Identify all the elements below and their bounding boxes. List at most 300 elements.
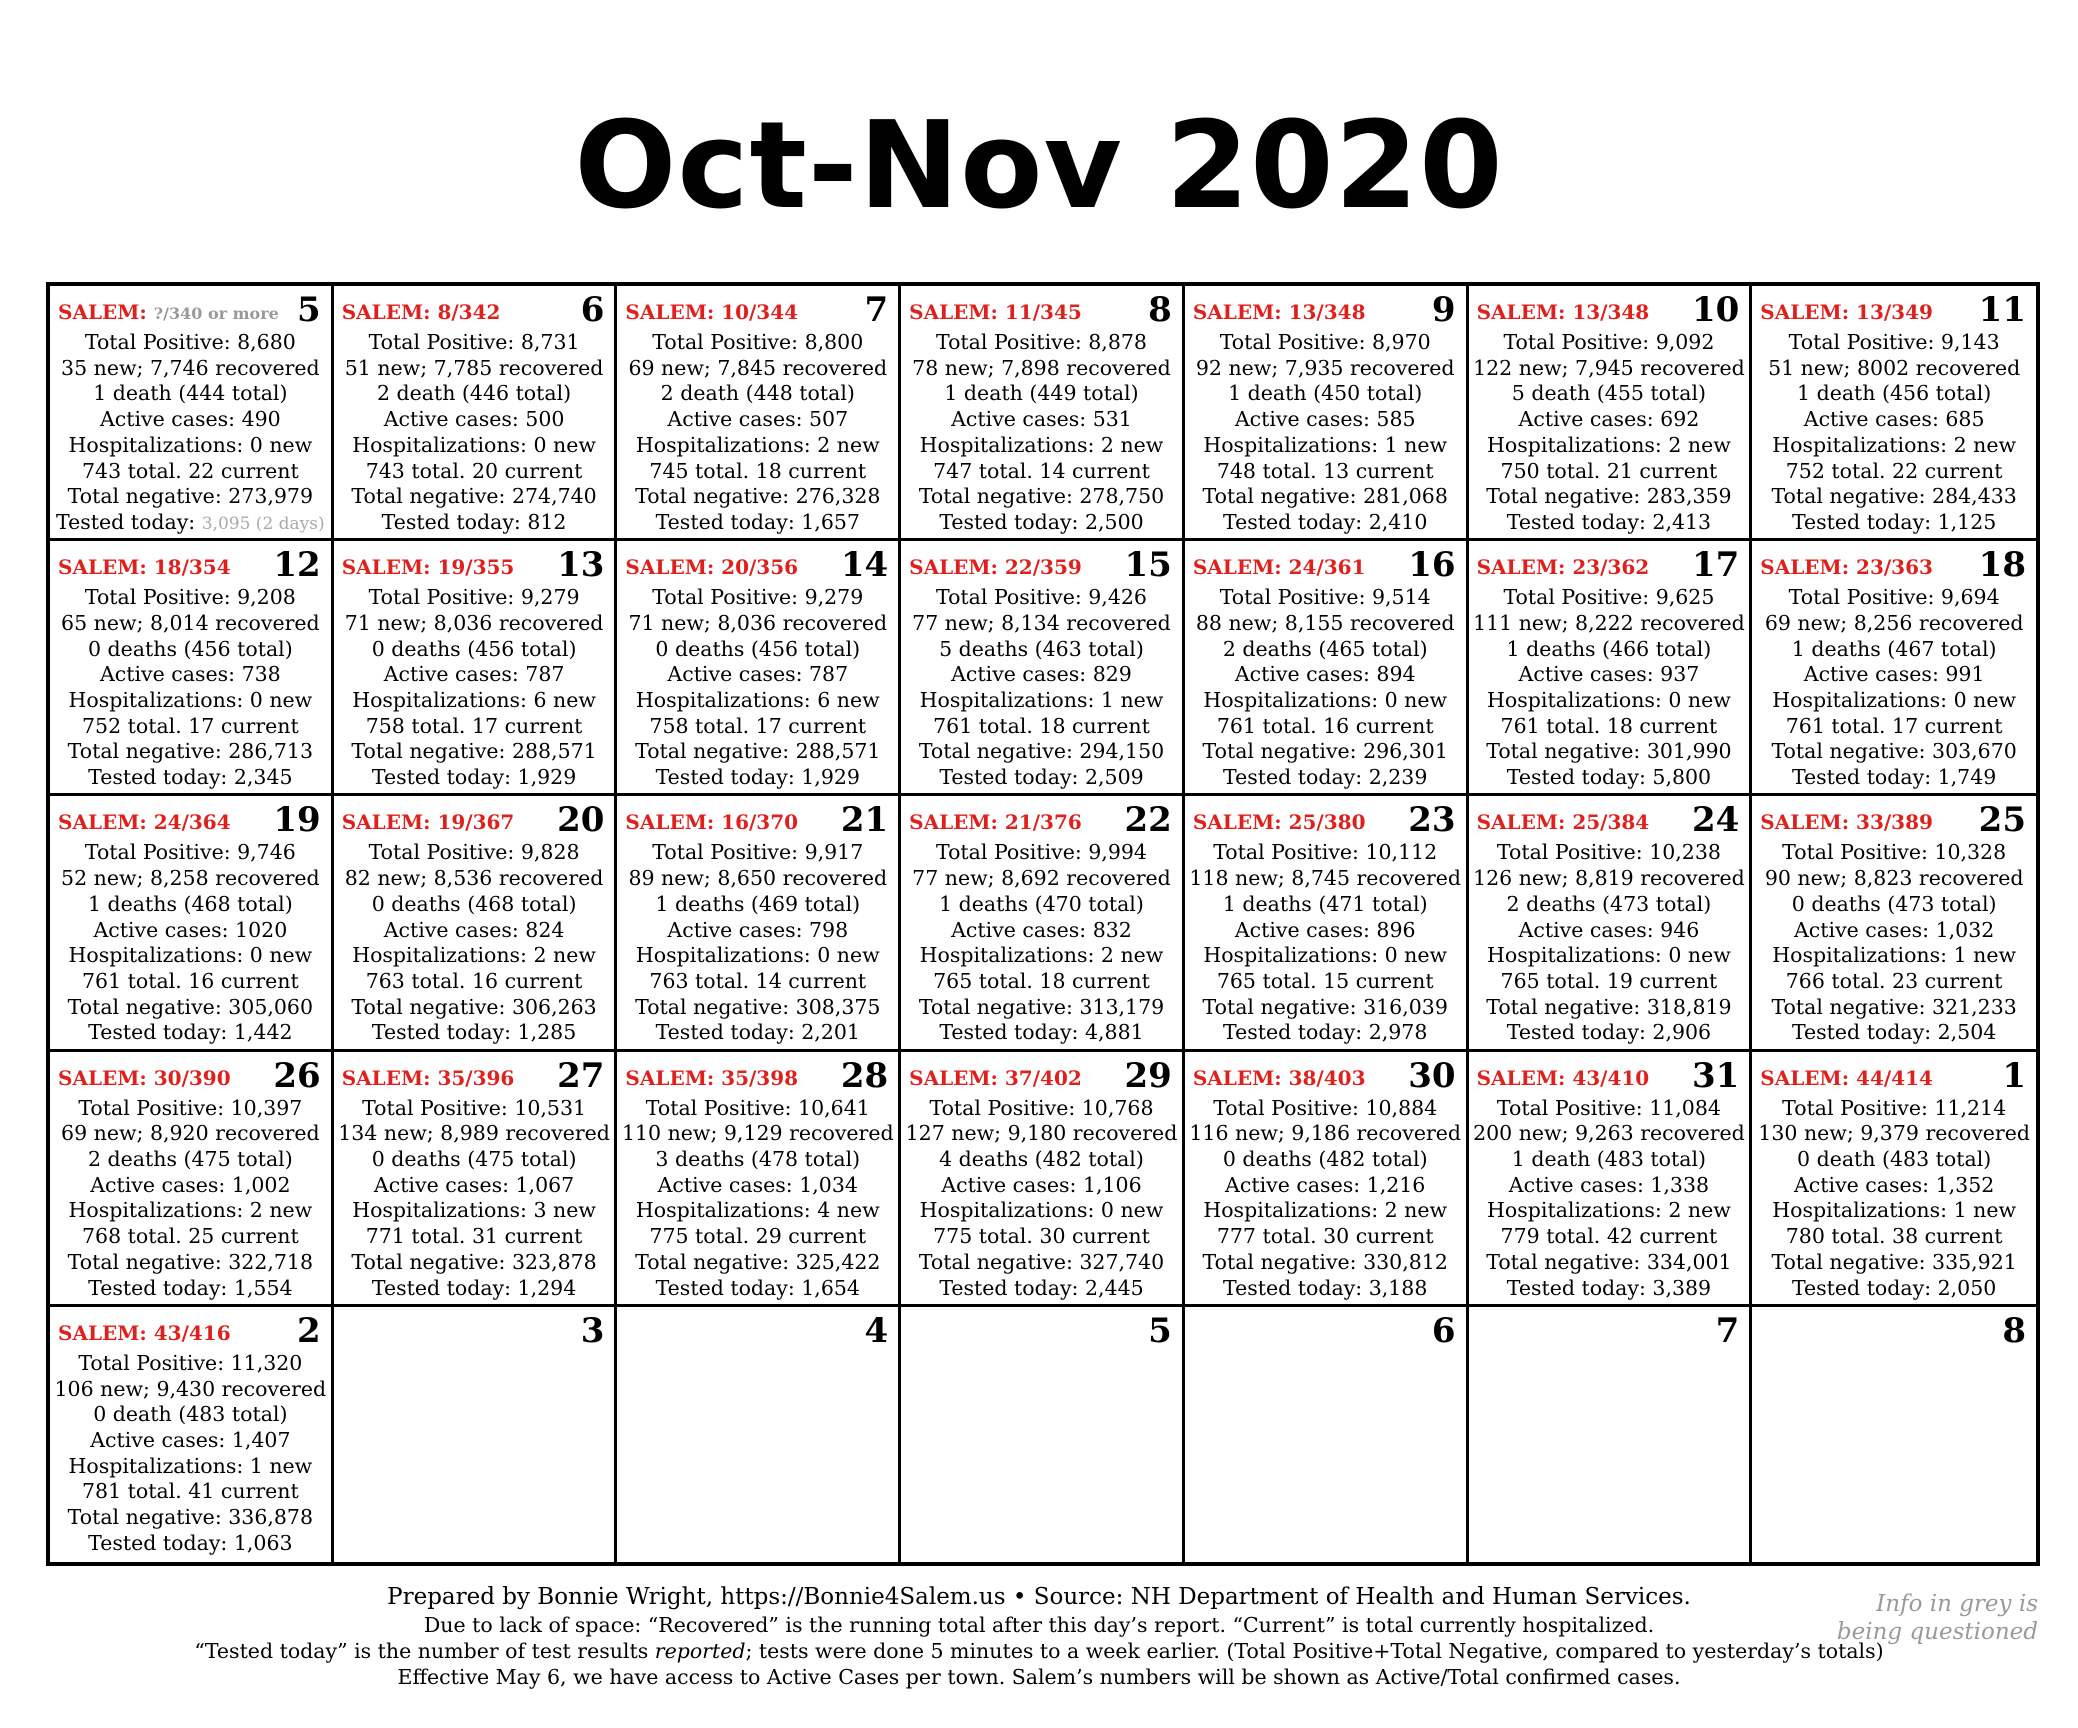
salem-questioned-value: ?/340 or more bbox=[153, 304, 279, 323]
stat-line: 768 total. 25 current bbox=[81, 1224, 299, 1249]
stat-line: Active cases: 1,002 bbox=[90, 1172, 291, 1197]
stat-line: Total Positive: 9,694 bbox=[1788, 585, 2000, 610]
stat-line: Tested today: 1,294 bbox=[371, 1275, 577, 1300]
day-number: 8 bbox=[1148, 290, 1172, 330]
calendar-day-cell bbox=[901, 1307, 1185, 1562]
day-stats bbox=[334, 840, 615, 1046]
stat-line: Total negative: 278,750 bbox=[918, 484, 1165, 509]
stat-line: Hospitalizations: 1 new bbox=[1203, 432, 1448, 457]
day-number: 30 bbox=[1408, 1055, 1456, 1096]
calendar-grid bbox=[46, 282, 2040, 1566]
stat-line: Tested today: 2,906 bbox=[1506, 1020, 1712, 1045]
stat-line: 89 new; 8,650 recovered bbox=[628, 866, 888, 891]
stat-line: 763 total. 14 current bbox=[649, 968, 867, 993]
salem-cases: SALEM: 35/396 bbox=[341, 1065, 515, 1090]
salem-cases: SALEM: 38/403 bbox=[1192, 1065, 1366, 1090]
salem-cases: SALEM: ?/340 or more bbox=[58, 300, 279, 324]
calendar-day-cell bbox=[1752, 1052, 2036, 1307]
stat-line: Total negative: 286,713 bbox=[67, 739, 314, 764]
stat-line: Hospitalizations: 0 new bbox=[68, 432, 313, 457]
stat-line: Total Positive: 9,426 bbox=[936, 585, 1147, 610]
calendar-day-cell bbox=[50, 796, 334, 1051]
salem-cases: SALEM: 25/380 bbox=[1192, 810, 1366, 835]
stat-line: Hospitalizations: 0 new bbox=[1203, 688, 1448, 712]
stat-line: Total negative: 303,670 bbox=[1771, 739, 2017, 764]
stat-line: Total negative: 273,979 bbox=[67, 484, 314, 509]
day-header bbox=[1185, 286, 1466, 330]
stat-line: Hospitalizations: 1 new bbox=[1772, 943, 2017, 968]
stat-line: 2 deaths (473 total) bbox=[1506, 891, 1712, 916]
stat-line: Total Positive: 9,746 bbox=[84, 840, 296, 865]
day-stats bbox=[901, 1096, 1182, 1302]
salem-cases: SALEM: 13/348 bbox=[1476, 300, 1650, 324]
day-number: 16 bbox=[1408, 545, 1456, 586]
day-header bbox=[50, 1307, 331, 1351]
day-stats bbox=[1185, 330, 1466, 536]
day-stats bbox=[50, 840, 331, 1046]
footer-note-active: Effective May 6, we have access to Active Cases per town. Salem’s numbers will be shown as Active/Total confirmed cases. bbox=[397, 1665, 1681, 1689]
stat-line: 775 total. 30 current bbox=[933, 1224, 1150, 1249]
stat-line: Hospitalizations: 0 new bbox=[635, 943, 880, 968]
day-header bbox=[1185, 796, 1466, 840]
stat-line: Active cases: 937 bbox=[1518, 662, 1700, 687]
day-stats bbox=[901, 330, 1182, 536]
stat-line: Hospitalizations: 4 new bbox=[635, 1198, 880, 1223]
day-number: 5 bbox=[1148, 1310, 1172, 1351]
footer bbox=[0, 1582, 2078, 1690]
day-header bbox=[1752, 286, 2036, 330]
stat-line: 69 new; 8,920 recovered bbox=[61, 1121, 320, 1146]
day-header bbox=[1752, 1307, 2036, 1351]
stat-line: Tested today: 1,554 bbox=[88, 1275, 293, 1300]
stat-line: Hospitalizations: 1 new bbox=[1772, 1198, 2017, 1223]
stat-line: Hospitalizations: 2 new bbox=[1772, 432, 2017, 457]
stat-line: Tested today: 1,749 bbox=[1791, 765, 1997, 790]
day-number: 23 bbox=[1408, 800, 1456, 841]
stat-line: 0 deaths (456 total) bbox=[371, 636, 577, 661]
stat-line: Active cases: 490 bbox=[99, 407, 281, 432]
stat-line: Total negative: 322,718 bbox=[67, 1249, 314, 1274]
stat-line: 1 death (483 total) bbox=[1511, 1147, 1707, 1171]
day-stats bbox=[901, 585, 1182, 791]
stat-line: 5 death (455 total) bbox=[1511, 381, 1707, 406]
stat-line: Total Positive: 9,279 bbox=[652, 585, 864, 610]
stat-line: 752 total. 17 current bbox=[81, 713, 299, 738]
day-header bbox=[1185, 1307, 1466, 1351]
stat-line: Tested today: 3,188 bbox=[1223, 1275, 1428, 1300]
stat-line: Active cases: 1,352 bbox=[1793, 1172, 1995, 1197]
stat-line: 116 new; 9,186 recovered bbox=[1189, 1121, 1462, 1146]
calendar-day-cell bbox=[1185, 1052, 1469, 1307]
calendar-day-cell bbox=[1469, 286, 1753, 541]
stat-line: Total Positive: 9,143 bbox=[1788, 330, 2000, 354]
stat-line: 758 total. 17 current bbox=[365, 713, 583, 738]
stat-line: Tested today: 2,504 bbox=[1791, 1020, 1997, 1045]
stat-line: Tested today: 2,410 bbox=[1223, 509, 1428, 534]
stat-line: Active cases: 787 bbox=[383, 662, 565, 687]
day-number: 8 bbox=[2002, 1310, 2026, 1351]
stat-line: 765 total. 15 current bbox=[1216, 968, 1434, 993]
stat-line: 110 new; 9,129 recovered bbox=[621, 1121, 894, 1146]
stat-line: Total negative: 288,571 bbox=[635, 739, 881, 764]
stat-line: Total negative: 284,433 bbox=[1771, 484, 2017, 509]
stat-line: Total negative: 318,819 bbox=[1486, 994, 1732, 1019]
stat-line: 2 deaths (465 total) bbox=[1222, 636, 1428, 661]
stat-line: 0 deaths (456 total) bbox=[87, 636, 293, 661]
stat-line: 78 new; 7,898 recovered bbox=[912, 355, 1171, 380]
stat-line: 761 total. 18 current bbox=[933, 713, 1150, 738]
day-header bbox=[901, 1052, 1182, 1096]
stat-line: Tested today: 2,201 bbox=[655, 1020, 860, 1045]
stat-line: 77 new; 8,134 recovered bbox=[912, 610, 1171, 635]
calendar-day-cell bbox=[1469, 796, 1753, 1051]
footer-note-recovered: Due to lack of space: “Recovered” is the running total after this day’s report. “Current” is total currently hospitalized. bbox=[423, 1613, 1655, 1637]
stat-line: Total Positive: 10,328 bbox=[1782, 840, 2007, 865]
stat-line: Tested today: 2,500 bbox=[939, 509, 1144, 534]
day-header bbox=[334, 1307, 615, 1351]
salem-cases: SALEM: 43/416 bbox=[58, 1320, 231, 1345]
day-number: 4 bbox=[864, 1310, 889, 1351]
stat-line: Active cases: 500 bbox=[383, 407, 565, 432]
stat-line: 35 new; 7,746 recovered bbox=[61, 355, 320, 380]
stat-line: Total negative: 334,001 bbox=[1486, 1249, 1732, 1274]
stat-line: 82 new; 8,536 recovered bbox=[344, 866, 604, 891]
stat-line: Total Positive: 9,994 bbox=[936, 840, 1147, 865]
stat-line: Hospitalizations: 0 new bbox=[1487, 688, 1731, 712]
stat-line: Hospitalizations: 2 new bbox=[635, 432, 880, 457]
stat-line: Total negative: 336,878 bbox=[67, 1505, 314, 1530]
stat-line: 775 total. 29 current bbox=[649, 1224, 867, 1249]
stat-line: Total Positive: 8,970 bbox=[1219, 330, 1431, 354]
stat-line: 761 total. 16 current bbox=[81, 968, 299, 993]
day-header bbox=[1752, 1052, 2036, 1096]
calendar-day-cell bbox=[1752, 286, 2036, 541]
stat-line: Tested today: 2,509 bbox=[939, 765, 1144, 790]
day-stats bbox=[1469, 840, 1750, 1046]
day-number: 11 bbox=[1978, 290, 2026, 330]
footer-credits: Prepared by Bonnie Wright, https://Bonnie4Salem.us • Source: NH Department of Health and Human Services. bbox=[387, 1584, 1691, 1610]
stat-line: 761 total. 17 current bbox=[1785, 713, 2003, 738]
stat-line: Total negative: 330,812 bbox=[1202, 1249, 1448, 1274]
stat-line: Total negative: 335,921 bbox=[1771, 1249, 2017, 1274]
stat-line: Active cases: 1,032 bbox=[1793, 917, 1995, 942]
stat-line: 0 deaths (482 total) bbox=[1222, 1147, 1428, 1171]
stat-line: 750 total. 21 current bbox=[1500, 458, 1718, 483]
stat-line: 763 total. 16 current bbox=[365, 968, 583, 993]
stat-line: 765 total. 19 current bbox=[1500, 968, 1718, 993]
stat-line: 1 deaths (471 total) bbox=[1222, 891, 1428, 916]
stat-line: 126 new; 8,819 recovered bbox=[1473, 866, 1745, 891]
day-number: 6 bbox=[580, 290, 605, 330]
stat-line: Total Positive: 9,514 bbox=[1219, 585, 1431, 610]
day-number: 28 bbox=[840, 1055, 889, 1096]
day-number: 22 bbox=[1124, 800, 1172, 841]
day-number: 3 bbox=[580, 1310, 605, 1351]
day-stats bbox=[617, 1096, 898, 1302]
stat-line-tested: Tested today: 3,095 (2 days) bbox=[56, 509, 325, 534]
salem-cases: SALEM: 25/384 bbox=[1476, 810, 1650, 835]
stat-line: Tested today: 2,345 bbox=[88, 765, 293, 790]
stat-line: 761 total. 16 current bbox=[1216, 713, 1434, 738]
stat-line: 5 deaths (463 total) bbox=[939, 636, 1144, 661]
stat-line: Active cases: 685 bbox=[1803, 407, 1985, 432]
stat-line: Active cases: 946 bbox=[1518, 917, 1700, 942]
stat-line: Hospitalizations: 0 new bbox=[1487, 943, 1731, 968]
stat-line: 1 deaths (470 total) bbox=[939, 891, 1144, 916]
day-stats bbox=[1752, 585, 2036, 791]
stat-line: Total Positive: 8,800 bbox=[652, 330, 864, 354]
stat-line: Tested today: 1,063 bbox=[88, 1530, 293, 1555]
stat-line: Active cases: 1,067 bbox=[373, 1172, 575, 1197]
day-stats bbox=[1469, 585, 1750, 791]
salem-cases: SALEM: 13/348 bbox=[1192, 300, 1366, 324]
day-stats bbox=[334, 330, 615, 536]
day-number: 7 bbox=[864, 290, 889, 330]
salem-cases: SALEM: 44/414 bbox=[1760, 1065, 1933, 1090]
stat-line: Active cases: 798 bbox=[667, 917, 849, 942]
stat-line: Active cases: 1,106 bbox=[941, 1172, 1142, 1197]
footer-note-tested: “Tested today” is the number of test results reported; tests were done 5 minutes to a week earlier. (Total Positive+Total Negative, compared to yesterday’s totals) bbox=[194, 1639, 1884, 1663]
stat-line: Active cases: 824 bbox=[383, 917, 565, 942]
stat-line: 134 new; 8,989 recovered bbox=[338, 1121, 610, 1146]
stat-line: Total negative: 276,328 bbox=[635, 484, 881, 509]
stat-line: Active cases: 1,034 bbox=[657, 1172, 858, 1197]
stat-line: 743 total. 22 current bbox=[81, 458, 299, 483]
day-header bbox=[1469, 541, 1750, 585]
stat-line: Active cases: 829 bbox=[951, 662, 1132, 687]
salem-cases: SALEM: 19/367 bbox=[341, 810, 515, 835]
stat-line: Hospitalizations: 0 new bbox=[1203, 943, 1448, 968]
day-header bbox=[617, 796, 898, 840]
stat-line: Active cases: 787 bbox=[667, 662, 849, 687]
day-number: 29 bbox=[1124, 1055, 1172, 1096]
stat-line: 2 death (446 total) bbox=[376, 381, 572, 406]
stat-line: Total negative: 308,375 bbox=[635, 994, 881, 1019]
day-number: 5 bbox=[297, 290, 321, 330]
stat-line: Total Positive: 9,625 bbox=[1503, 585, 1715, 610]
calendar-day-cell bbox=[901, 1052, 1185, 1307]
day-header bbox=[617, 1052, 898, 1096]
calendar-day-cell bbox=[50, 286, 334, 541]
salem-cases: SALEM: 23/363 bbox=[1760, 555, 1933, 580]
stat-line: 90 new; 8,823 recovered bbox=[1764, 866, 2024, 891]
day-header bbox=[50, 796, 331, 840]
stat-line: Active cases: 1,407 bbox=[90, 1427, 291, 1452]
stat-line: Tested today: 1,654 bbox=[655, 1275, 860, 1300]
stat-line: Active cases: 991 bbox=[1803, 662, 1985, 687]
stat-line: Total Positive: 9,279 bbox=[368, 585, 580, 610]
calendar-day-cell bbox=[617, 541, 901, 796]
stat-line: 1 deaths (469 total) bbox=[655, 891, 861, 916]
stat-line: Total negative: 294,150 bbox=[918, 739, 1165, 764]
stat-line: Total Positive: 10,768 bbox=[929, 1095, 1154, 1120]
stat-line: 77 new; 8,692 recovered bbox=[912, 866, 1171, 891]
stat-line: 0 deaths (475 total) bbox=[371, 1147, 577, 1171]
stat-line: Total Positive: 10,884 bbox=[1213, 1095, 1438, 1120]
day-number: 12 bbox=[273, 545, 321, 586]
stat-line: Hospitalizations: 0 new bbox=[1772, 688, 2017, 712]
day-header bbox=[901, 286, 1182, 330]
stat-line: 3 deaths (478 total) bbox=[655, 1147, 861, 1171]
calendar-day-cell bbox=[901, 286, 1185, 541]
calendar-day-cell bbox=[617, 1052, 901, 1307]
stat-line: Hospitalizations: 0 new bbox=[919, 1198, 1164, 1223]
calendar-day-cell bbox=[901, 796, 1185, 1051]
stat-line: Total Positive: 8,731 bbox=[368, 330, 580, 354]
stat-line: Active cases: 832 bbox=[951, 917, 1132, 942]
salem-cases: SALEM: 37/402 bbox=[909, 1065, 1082, 1090]
stat-line: Active cases: 1020 bbox=[93, 917, 288, 942]
stat-line: Total Positive: 10,397 bbox=[78, 1095, 303, 1120]
day-stats bbox=[50, 1096, 331, 1302]
calendar-day-cell bbox=[1185, 1307, 1469, 1562]
stat-line: 2 death (448 total) bbox=[660, 381, 855, 406]
stat-line: Hospitalizations: 2 new bbox=[1487, 432, 1731, 457]
calendar-day-cell bbox=[334, 796, 618, 1051]
calendar-day-cell bbox=[617, 1307, 901, 1562]
day-header bbox=[334, 541, 615, 585]
stat-line: Total negative: 301,990 bbox=[1486, 739, 1732, 764]
stat-line: 747 total. 14 current bbox=[933, 458, 1150, 483]
stat-line: Total negative: 306,263 bbox=[351, 994, 597, 1019]
day-header bbox=[334, 1052, 615, 1096]
day-stats bbox=[334, 1096, 615, 1302]
stat-line: Tested today: 1,125 bbox=[1791, 509, 1997, 534]
stat-line: Total Positive: 10,238 bbox=[1496, 840, 1721, 865]
day-number: 21 bbox=[840, 800, 889, 841]
stat-line: Total Positive: 8,680 bbox=[84, 330, 296, 354]
stat-line: 0 death (483 total) bbox=[93, 1402, 288, 1427]
day-number: 14 bbox=[840, 545, 889, 586]
stat-line: Total negative: 323,878 bbox=[351, 1249, 597, 1274]
day-stats bbox=[1752, 330, 2036, 536]
stat-line: 122 new; 7,945 recovered bbox=[1473, 355, 1745, 380]
day-number: 20 bbox=[557, 800, 605, 841]
stat-line: Total negative: 274,740 bbox=[351, 484, 597, 509]
stat-line: 0 deaths (456 total) bbox=[655, 636, 861, 661]
stat-line: Active cases: 692 bbox=[1518, 407, 1700, 432]
stat-line: 761 total. 18 current bbox=[1500, 713, 1718, 738]
day-header bbox=[617, 286, 898, 330]
stat-line: Tested today: 2,050 bbox=[1791, 1275, 1997, 1300]
stat-line: Tested today: 812 bbox=[381, 509, 567, 534]
page-title: Oct-Nov 2020 bbox=[574, 97, 1504, 236]
stat-line: 779 total. 42 current bbox=[1500, 1224, 1718, 1249]
stat-line: 130 new; 9,379 recovered bbox=[1758, 1121, 2030, 1146]
day-number: 19 bbox=[273, 800, 321, 841]
stat-line: Hospitalizations: 0 new bbox=[352, 432, 596, 457]
stat-line: Tested today: 1,929 bbox=[655, 765, 860, 790]
stat-line: Total negative: 281,068 bbox=[1202, 484, 1448, 509]
stat-line: 51 new; 8002 recovered bbox=[1768, 355, 2021, 380]
stat-line: 781 total. 41 current bbox=[81, 1479, 299, 1504]
stat-line: 200 new; 9,263 recovered bbox=[1473, 1121, 1745, 1146]
salem-cases: SALEM: 11/345 bbox=[909, 300, 1082, 324]
stat-line: 1 death (450 total) bbox=[1228, 381, 1423, 406]
stat-line: Total negative: 316,039 bbox=[1202, 994, 1448, 1019]
stat-line: 71 new; 8,036 recovered bbox=[344, 610, 604, 635]
stat-line: Tested today: 3,389 bbox=[1506, 1275, 1712, 1300]
stat-line: 0 death (483 total) bbox=[1797, 1147, 1992, 1171]
calendar-day-cell bbox=[1185, 541, 1469, 796]
day-header bbox=[1752, 541, 2036, 585]
stat-line: Tested today: 2,239 bbox=[1223, 765, 1428, 790]
stat-line: 118 new; 8,745 recovered bbox=[1189, 866, 1462, 891]
stat-line: Active cases: 896 bbox=[1234, 917, 1416, 942]
stat-line: Total Positive: 9,092 bbox=[1503, 330, 1715, 354]
day-header bbox=[1469, 796, 1750, 840]
stat-line: Total negative: 296,301 bbox=[1202, 739, 1448, 764]
stat-line: Total Positive: 10,641 bbox=[645, 1095, 870, 1120]
calendar-day-cell bbox=[50, 1052, 334, 1307]
stat-line: Hospitalizations: 1 new bbox=[919, 688, 1164, 712]
questioned-value: 3,095 (2 days) bbox=[201, 513, 325, 534]
stat-line: Tested today: 1,657 bbox=[655, 509, 860, 534]
stat-line: Active cases: 1,338 bbox=[1508, 1172, 1710, 1197]
stat-line: Hospitalizations: 2 new bbox=[919, 943, 1164, 968]
stat-line: Total negative: 325,422 bbox=[635, 1249, 881, 1274]
calendar-day-cell bbox=[334, 1307, 618, 1562]
day-stats bbox=[1469, 330, 1750, 536]
salem-cases: SALEM: 24/361 bbox=[1192, 555, 1366, 580]
day-number: 6 bbox=[1431, 1310, 1456, 1351]
day-number: 26 bbox=[273, 1055, 321, 1096]
day-stats bbox=[617, 840, 898, 1046]
stat-line: Tested today: 1,442 bbox=[88, 1020, 293, 1045]
day-header bbox=[1469, 1307, 1750, 1351]
stat-line: Hospitalizations: 2 new bbox=[1203, 1198, 1448, 1223]
stat-line: Total negative: 327,740 bbox=[918, 1249, 1165, 1274]
stat-line: 1 deaths (467 total) bbox=[1791, 636, 1997, 661]
day-stats bbox=[50, 330, 331, 538]
stat-line: 752 total. 22 current bbox=[1785, 458, 2003, 483]
stat-line: 69 new; 8,256 recovered bbox=[1764, 610, 2024, 635]
day-header bbox=[617, 541, 898, 585]
stat-line: Active cases: 1,216 bbox=[1225, 1172, 1426, 1197]
day-header bbox=[1469, 1052, 1750, 1096]
salem-cases: SALEM: 13/349 bbox=[1760, 300, 1933, 324]
salem-cases: SALEM: 23/362 bbox=[1476, 555, 1650, 580]
day-stats bbox=[1185, 840, 1466, 1046]
salem-cases: SALEM: 22/359 bbox=[909, 555, 1082, 580]
stat-line: Total Positive: 8,878 bbox=[936, 330, 1147, 354]
stat-line: Tested today: 2,978 bbox=[1223, 1020, 1428, 1045]
day-header bbox=[50, 286, 331, 330]
stat-line: 771 total. 31 current bbox=[365, 1224, 583, 1249]
day-number: 17 bbox=[1691, 545, 1740, 586]
calendar-day-cell bbox=[1469, 1307, 1753, 1562]
day-stats bbox=[50, 1351, 331, 1557]
calendar-day-cell bbox=[617, 796, 901, 1051]
stat-line: Tested today: 1,929 bbox=[371, 765, 577, 790]
stat-line: 106 new; 9,430 recovered bbox=[54, 1376, 327, 1401]
calendar-day-cell bbox=[1185, 796, 1469, 1051]
day-header bbox=[50, 1052, 331, 1096]
stat-line: Tested today: 2,445 bbox=[939, 1275, 1144, 1300]
stat-line: Hospitalizations: 6 new bbox=[352, 688, 596, 712]
day-stats bbox=[50, 585, 331, 791]
stat-line: Total Positive: 9,917 bbox=[652, 840, 864, 865]
day-number: 7 bbox=[1715, 1310, 1740, 1351]
stat-line: 780 total. 38 current bbox=[1785, 1224, 2003, 1249]
calendar-day-cell bbox=[334, 541, 618, 796]
stat-line: 758 total. 17 current bbox=[649, 713, 867, 738]
calendar-day-cell bbox=[1752, 796, 2036, 1051]
stat-line: Tested today: 5,800 bbox=[1506, 765, 1712, 790]
day-number: 2 bbox=[297, 1310, 321, 1351]
stat-line: 1 deaths (466 total) bbox=[1506, 636, 1712, 661]
calendar-day-cell bbox=[1752, 541, 2036, 796]
